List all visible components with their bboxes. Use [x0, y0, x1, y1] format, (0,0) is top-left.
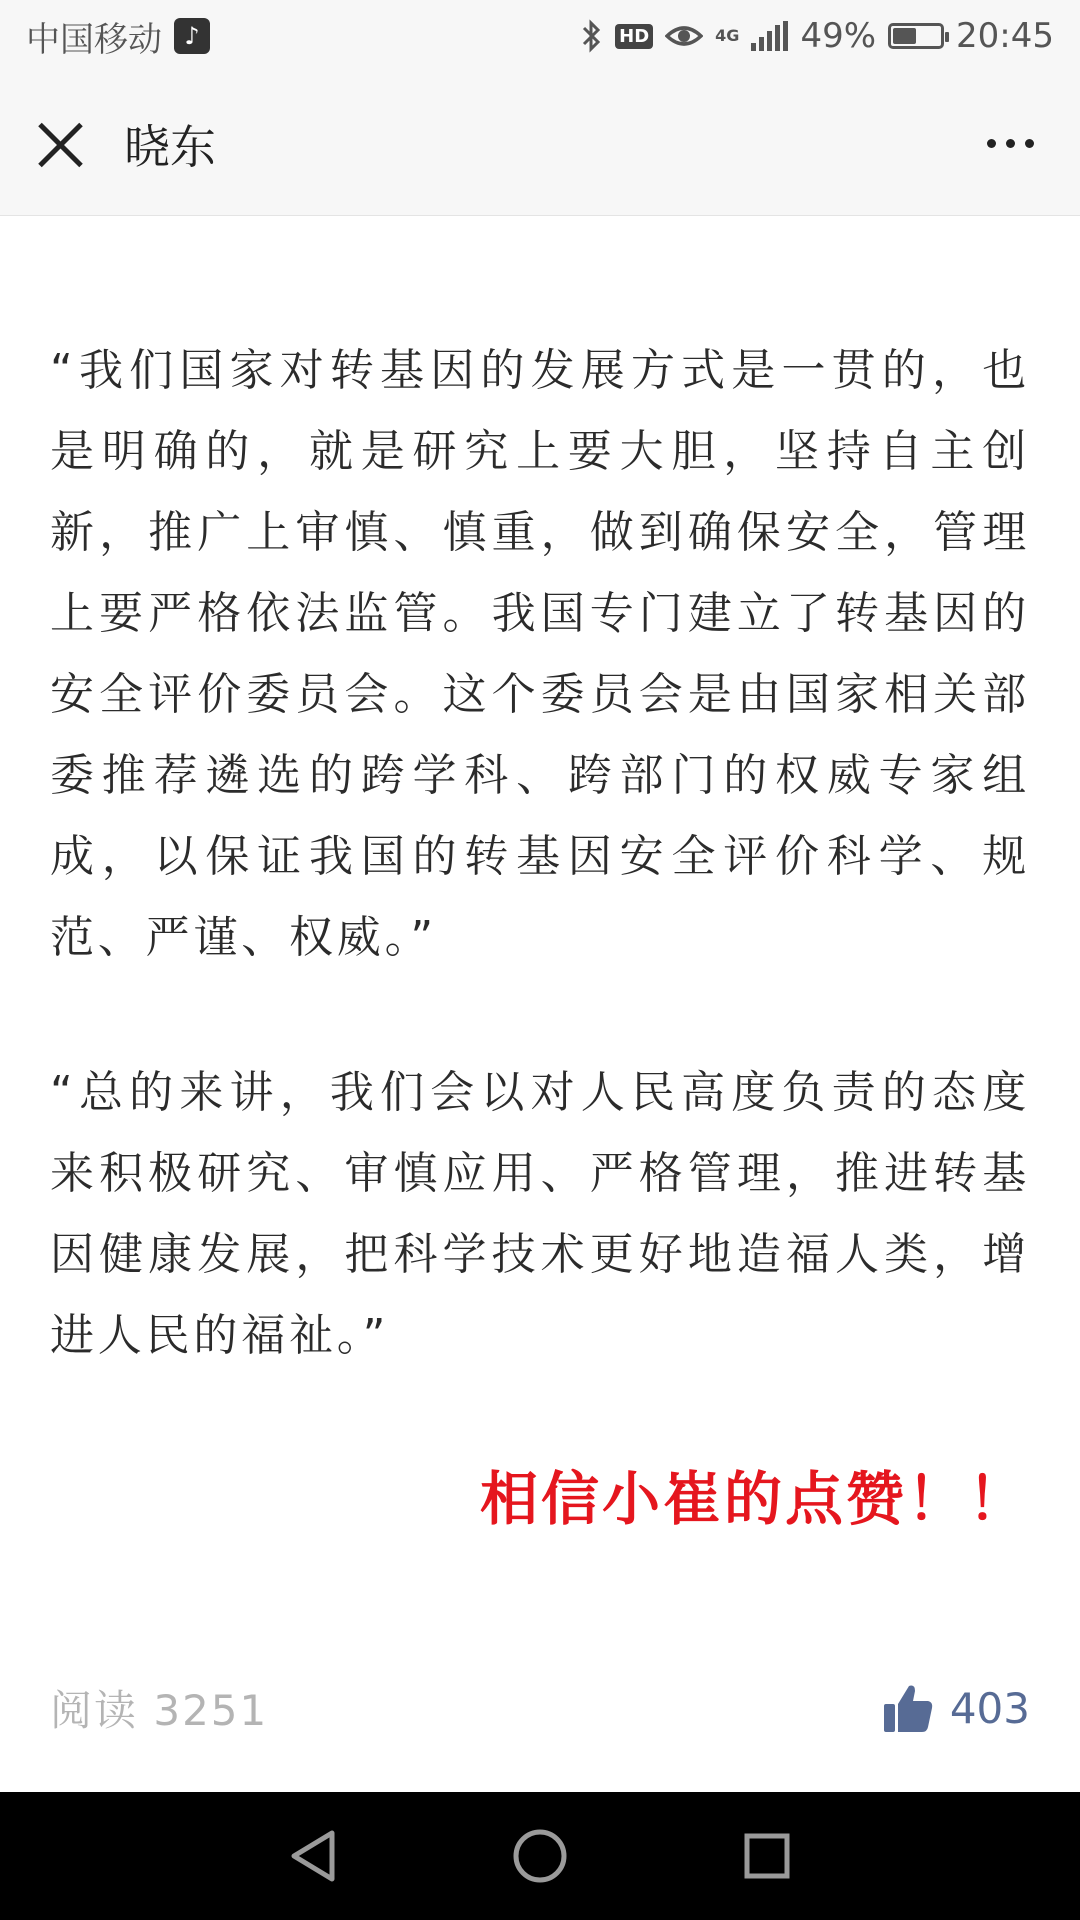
status-left	[26, 12, 210, 61]
network-label: 4G	[715, 26, 740, 45]
recents-button[interactable]	[727, 1816, 807, 1896]
status-right	[581, 16, 1054, 56]
hd-icon: HD	[615, 24, 653, 49]
page-title: 晓东	[124, 119, 216, 174]
signal-icon	[751, 21, 788, 51]
home-button[interactable]	[500, 1816, 580, 1896]
like-button[interactable]	[882, 1682, 1030, 1734]
more-dot	[1006, 139, 1015, 148]
thumbs-up-icon	[882, 1682, 934, 1734]
article-stats	[50, 1678, 1030, 1738]
more-dot	[1025, 139, 1034, 148]
carrier-label: 中国移动	[26, 19, 162, 60]
bluetooth-icon	[581, 19, 603, 53]
battery-icon	[888, 23, 944, 49]
more-dot	[987, 139, 996, 148]
more-icon[interactable]	[977, 129, 1044, 158]
article-paragraph: “总的来讲，我们会以对人民高度负责的态度来积极研究、审慎应用、严格管理，推进转基因健康发展，把科学技术更好地造福人类，增进人民的福祉。”	[50, 1067, 1030, 1361]
close-icon[interactable]	[36, 120, 84, 168]
back-button[interactable]	[273, 1816, 353, 1896]
like-count: 403	[949, 1683, 1030, 1733]
back-icon	[288, 1829, 338, 1883]
home-icon	[512, 1828, 568, 1884]
battery-fill	[893, 28, 916, 44]
read-count: 阅读 3251	[50, 1686, 269, 1735]
tiktok-icon: ♪	[174, 18, 210, 54]
battery-percent: 49%	[800, 16, 877, 56]
navigation-bar	[0, 1792, 1080, 1920]
article-paragraph: “我们国家对转基因的发展方式是一贯的，也是明确的，就是研究上要大胆，坚持自主创新，推广上审慎、慎重，做到确保安全，管理上要严格依法监管。我国专门建立了转基因的安全评价委员会。这个委员会是由国家相关部委推荐遴选的跨学科、跨部门的权威专家组成，以保证我国的转基因安全评价科学、规范、严谨、权威。”	[50, 345, 1030, 963]
eye-icon	[665, 22, 703, 50]
clock: 20:45	[956, 16, 1054, 56]
article-body	[50, 330, 1030, 1376]
recents-icon	[743, 1832, 791, 1880]
top-bar	[0, 72, 1080, 216]
status-bar	[0, 0, 1080, 72]
highlight-note: 相信小崔的点赞！！	[480, 1465, 1030, 1533]
